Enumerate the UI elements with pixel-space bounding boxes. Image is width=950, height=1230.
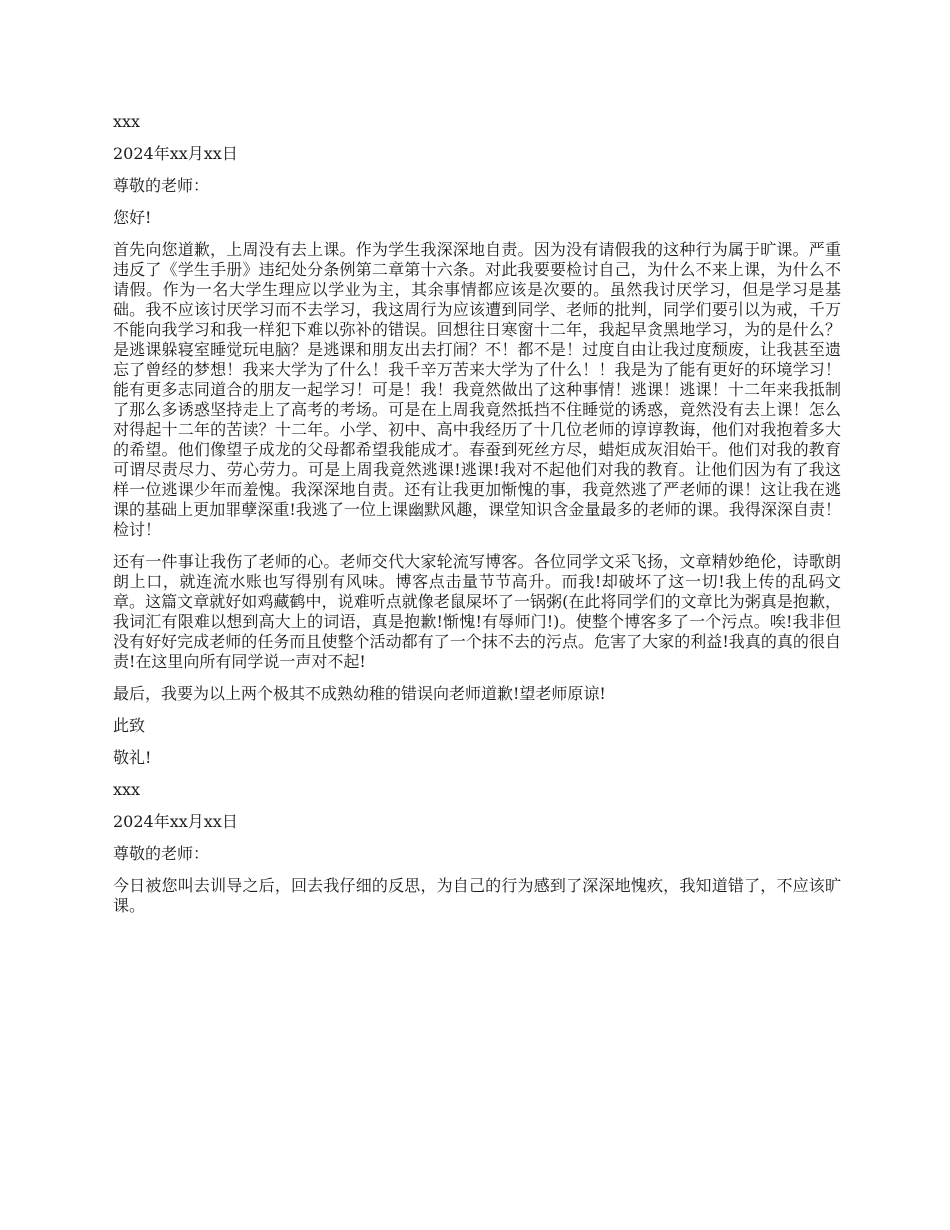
- closing-line-2: 敬礼!: [113, 748, 152, 767]
- salutation: 尊敬的老师：: [113, 176, 210, 195]
- body-paragraph-blog: 还有一件事让我伤了老师的心。老师交代大家轮流写博客。各位同学文采飞扬，文章精妙绝伦，诗歌朗朗上口，就连流水账也写得别有风味。博客点击量节节高升。而我!却破坏了这一切!我上传的乱码文章。这篇文章就好如鸡藏鹤中，说难听点就像老鼠屎坏了一锅粥(在此将同学们的文章比为粥真是抱歉，我词汇有限难以想到高大上的词语，真是抱歉!惭愧!有辱师门!)。使整个博客多了一个污点。唉!我非但没有好好完成老师的任务而且使整个活动都有了一个抹不去的污点。危害了大家的利益!我真的真的很自责!在这里向所有同学说一声对不起!: [113, 552, 841, 671]
- body-paragraph-conclusion: 最后，我要为以上两个极其不成熟幼稚的错误向老师道歉!望老师原谅!: [113, 684, 606, 703]
- letter-date: 2024年xx月xx日: [113, 144, 238, 163]
- salutation-2: 尊敬的老师：: [113, 844, 210, 863]
- greeting: 您好!: [113, 208, 152, 227]
- body-paragraph-2: 今日被您叫去训导之后，回去我仔细的反思，为自己的行为感到了深深地愧疚，我知道错了，不应该旷课。: [113, 876, 841, 915]
- document-page: [113, 112, 841, 928]
- closing-line-1: 此致: [113, 716, 146, 735]
- author-name-2: xxx: [113, 780, 141, 799]
- author-name: xxx: [113, 112, 141, 131]
- body-paragraph-apology: 首先向您道歉，上周没有去上课。作为学生我深深地自责。因为没有请假我的这种行为属于旷课。严重违反了《学生手册》违纪处分条例第二章第十六条。对此我要要检讨自己，为什么不来上课，为什么不请假。作为一名大学生理应以学业为主，其余事情都应该是次要的。虽然我讨厌学习，但是学习是基础。我不应该讨厌学习而不去学习，我这周行为应该遭到同学、老师的批判，同学们要引以为戒，千万不能向我学习和我一样犯下难以弥补的错误。回想往日寒窗十二年，我起早贪黑地学习，为的是什么？是逃课躲寝室睡觉玩电脑？是逃课和朋友出去打闹？不！都不是！过度自由让我过度颓废，让我甚至遗忘了曾经的梦想！我来大学为了什么！我千辛万苦来大学为了什么！！我是为了能有更好的环境学习！能有更多志同道合的朋友一起学习！可是！我！我竟然做出了这种事情！逃课！逃课！十二年来我抵制了那么多诱惑坚持走上了高考的考场。可是在上周我竟然抵挡不住睡觉的诱惑，竟然没有去上课！怎么对得起十二年的苦读？十二年。小学、初中、高中我经历了十几位老师的谆谆教诲，他们对我抱着多大的希望。他们像望子成龙的父母都希望我能成才。春蚕到死丝方尽，蜡炬成灰泪始干。他们对我的教育可谓尽责尽力、劳心劳力。可是上周我竟然逃课!逃课!我对不起他们对我的教育。让他们因为有了我这样一位逃课少年而羞愧。我深深地自责。还有让我更加惭愧的事，我竟然逃了严老师的课！这让我在逃课的基础上更加罪孽深重!我逃了一位上课幽默风趣，课堂知识含金量最多的老师的课。我得深深自责！检讨！: [113, 240, 841, 539]
- letter-date-2: 2024年xx月xx日: [113, 812, 238, 831]
